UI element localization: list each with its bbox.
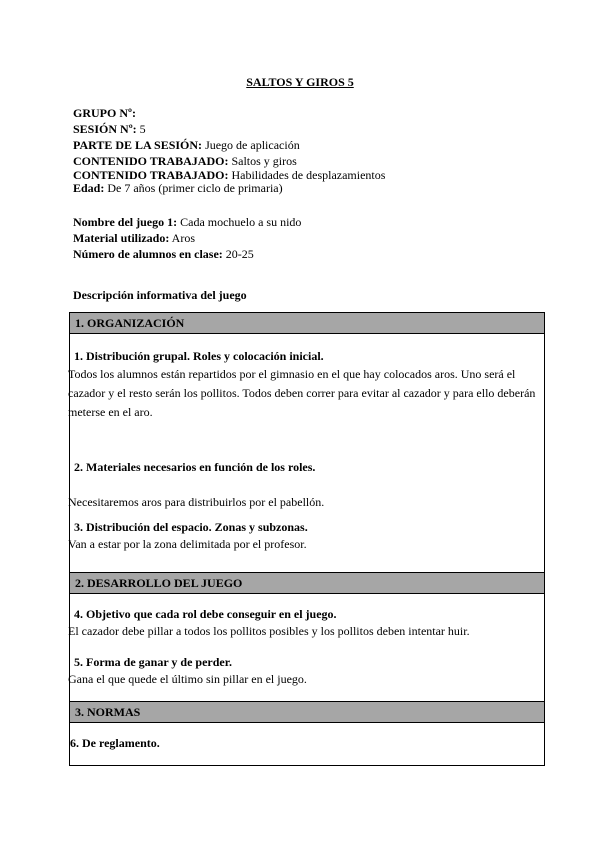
answer-2: Necesitaremos aros para distribuirlos por el pabellón.	[68, 495, 325, 509]
section-development	[70, 594, 544, 701]
game-material: Material utilizado: Aros	[73, 231, 195, 245]
meta-session: SESIÓN Nº: 5	[73, 122, 146, 136]
meta-part: PARTE DE LA SESIÓN: Juego de aplicación	[73, 138, 300, 152]
section-header-development: 2. DESARROLLO DEL JUEGO	[70, 572, 544, 594]
question-1: 1. Distribución grupal. Roles y colocación inicial.	[74, 349, 324, 363]
meta-content-2: CONTENIDO TRABAJADO: Habilidades de desplazamientos	[73, 168, 386, 182]
meta-age: Edad: De 7 años (primer ciclo de primaria)	[73, 181, 283, 195]
section-header-rules: 3. NORMAS	[70, 701, 544, 723]
section-rules	[70, 723, 544, 765]
question-5: 5. Forma de ganar y de perder.	[74, 655, 232, 669]
game-description-table	[69, 312, 545, 766]
section-organization	[70, 334, 544, 572]
page-title: SALTOS Y GIROS 5	[246, 75, 354, 89]
question-2: 2. Materiales necesarios en función de los roles.	[74, 460, 316, 474]
game-name: Nombre del juego 1: Cada mochuelo a su nido	[73, 215, 302, 229]
game-students: Número de alumnos en clase: 20-25	[73, 247, 254, 261]
game-info	[73, 214, 301, 262]
answer-4: El cazador debe pillar a todos los pollitos posibles y los pollitos deben intentar huir.	[68, 624, 470, 638]
description-title: Descripción informativa del juego	[73, 288, 247, 302]
session-metadata	[73, 105, 385, 195]
answer-5: Gana el que quede el último sin pillar en el juego.	[68, 672, 307, 686]
question-3: 3. Distribución del espacio. Zonas y subzonas.	[74, 520, 308, 534]
question-6: 6. De reglamento.	[70, 736, 160, 750]
answer-1: Todos los alumnos están repartidos por el gimnasio en el que hay colocados aros. Uno será el cazador y el resto serán los pollitos. Todos deben correr para evitar al cazador y para ello deberán meterse en el aro.	[68, 367, 536, 419]
answer-3: Van a estar por la zona delimitada por el profesor.	[68, 537, 307, 551]
meta-group: GRUPO Nº:	[73, 106, 136, 120]
question-4: 4. Objetivo que cada rol debe conseguir en el juego.	[74, 607, 337, 621]
meta-content-1: CONTENIDO TRABAJADO: Saltos y giros	[73, 154, 297, 168]
section-header-organization: 1. ORGANIZACIÓN	[70, 313, 544, 334]
